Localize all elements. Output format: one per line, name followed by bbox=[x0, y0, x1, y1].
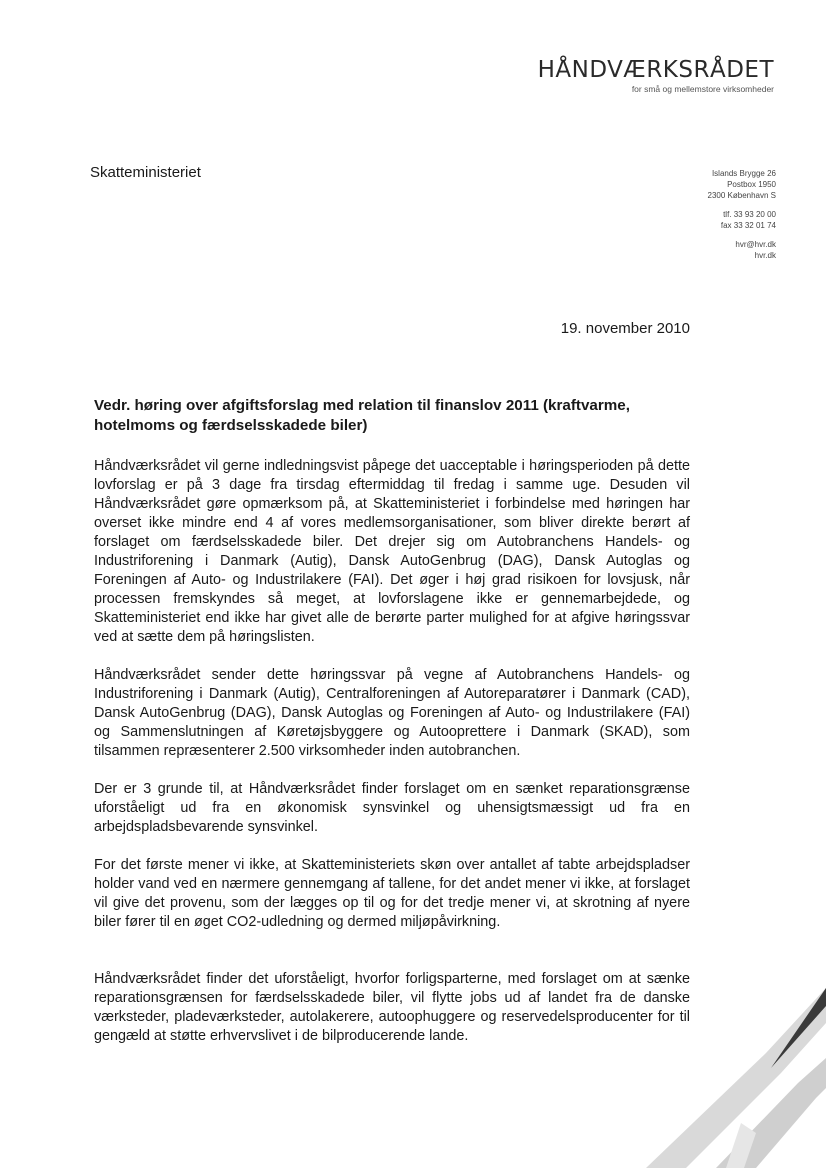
organization-name: HÅNDVÆRKSRÅDET bbox=[537, 57, 774, 83]
body-paragraph: For det første mener vi ikke, at Skatteministeriets skøn over antallet af tabte arbejdspladser holder vand ved en nærmere gennemgang af tallene, for det andet mener vi ikke, at forslaget vil give det provenu, som der lægges op til og for det tredje mener vi, at skrotning af nyere biler fører til en øget CO2-udledning og dermed miljøpåvirkning. bbox=[94, 857, 690, 930]
body-paragraph: Håndværksrådet sender dette høringssvar på vegne af Autobranchens Handels- og Industriforening i Danmark (Autig), Centralforeningen af Autoreparatører i Danmark (CAD), Dansk AutoGenbrug (DAG), Dansk Autoglas og Foreningen af Auto- og Industrilakere (FAI) og Sammenslutningen af Køretøjsbyggere og Autooprettere i Danmark (SKAD), som tilsammen repræsenterer 2.500 virksomheder inden autobranchen. bbox=[94, 667, 690, 759]
address-website: hvr.dk bbox=[754, 251, 776, 260]
address-phone: tlf. 33 93 20 00 bbox=[723, 210, 776, 219]
letter-subject: Vedr. høring over afgiftsforslag med relation til finanslov 2011 (kraftvarme, hotelmoms og færdselsskadede biler) bbox=[94, 397, 630, 434]
address-email: hvr@hvr.dk bbox=[735, 240, 776, 249]
sender-address bbox=[708, 168, 777, 261]
body-paragraph: Der er 3 grunde til, at Håndværksrådet finder forslaget om en sænket reparationsgrænse uforståeligt ud fra en økonomisk synsvinkel og uhensigtsmæssigt ud fra en arbejdspladsbevarende synsvinkel. bbox=[94, 781, 690, 835]
body-paragraph: Håndværksrådet vil gerne indledningsvist påpege det uacceptable i høringsperioden på dette lovforslag er på 3 dage fra tirsdag eftermiddag til fredag i samme uge. Desuden vil Håndværksrådet gøre opmærksom på, at Skatteministeriet i forbindelse med høringen har overset ikke mindre end 4 af vores medlemsorganisationer, som bliver direkte berørt af forslaget om færdselsskadede biler. Det drejer sig om Autobranchens Handels- og Industriforening i Danmark (Autig), Dansk AutoGenbrug (DAG), Dansk Autoglas og Foreningen af Auto- og Industrilakere (FAI). Det øger i høj grad risikoen for lovsjusk, når processen fremskyndes så meget, at lovforslagene ikke er gennemarbejdede, og Skatteministeriet end ikke har givet alle de berørte parter mulighed for at afgive høringssvar ved at sætte dem på høringslisten. bbox=[94, 458, 690, 645]
body-paragraph: Håndværksrådet finder det uforståeligt, hvorfor forligsparterne, med forslaget om at sænke reparationsgrænsen for færdselsskadede biler, vil flytte jobs ud af landet fra de danske værksteder, pladeværksteder, autolakerere, autoophuggere og reservedelsproducenter for til gengæld at støtte erhvervslivet i de bilproducerende lande. bbox=[94, 971, 690, 1044]
decorative-ribbon-graphic bbox=[566, 948, 826, 1168]
address-postbox: Postbox 1950 bbox=[727, 180, 776, 189]
letterhead-logo bbox=[538, 57, 774, 94]
address-street: Islands Brygge 26 bbox=[711, 169, 776, 178]
address-fax: fax 33 32 01 74 bbox=[720, 221, 776, 230]
organization-tagline: for små og mellemstore virksomheder bbox=[631, 84, 774, 94]
recipient: Skatteministeriet bbox=[90, 164, 201, 181]
address-city: 2300 København S bbox=[707, 191, 776, 200]
letter-date: 19. november 2010 bbox=[560, 320, 690, 337]
